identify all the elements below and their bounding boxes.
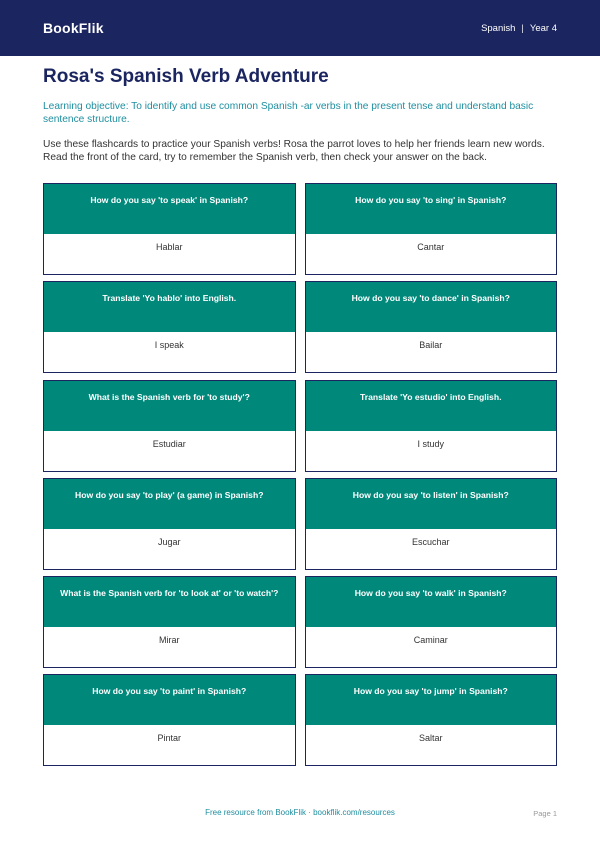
flashcard-back: Cantar bbox=[306, 234, 557, 274]
subject-label: Spanish bbox=[481, 22, 516, 34]
flashcard-front: How do you say 'to sing' in Spanish? bbox=[306, 184, 557, 234]
header-meta bbox=[481, 23, 557, 34]
flashcard-back: Hablar bbox=[44, 234, 295, 274]
flashcard[interactable] bbox=[305, 478, 558, 570]
flashcard-row bbox=[43, 380, 557, 472]
brand-logo[interactable]: BookFlik bbox=[43, 20, 104, 36]
top-header-bar bbox=[0, 0, 600, 56]
intro-text: Use these flashcards to practice your Spanish verbs! Rosa the parrot loves to help her friends learn new words. Read the front of the card, try to remember the Spanish verb, then check your answer on the back. bbox=[43, 139, 545, 163]
flashcard-back: I speak bbox=[44, 332, 295, 372]
page-number: Page 1 bbox=[533, 809, 557, 818]
flashcard[interactable] bbox=[43, 674, 296, 766]
flashcard[interactable] bbox=[305, 674, 558, 766]
flashcard-back: Estudiar bbox=[44, 431, 295, 471]
flashcard-front: What is the Spanish verb for 'to look at' or 'to watch'? bbox=[44, 577, 295, 627]
flashcard-front: How do you say 'to speak' in Spanish? bbox=[44, 184, 295, 234]
flashcard-back: Caminar bbox=[306, 627, 557, 667]
flashcard-front: How do you say 'to walk' in Spanish? bbox=[306, 577, 557, 627]
flashcard-back: Jugar bbox=[44, 529, 295, 569]
flashcard[interactable] bbox=[43, 281, 296, 373]
flashcard-back: Saltar bbox=[306, 725, 557, 765]
page-title: Rosa's Spanish Verb Adventure bbox=[43, 66, 329, 87]
flashcard-row bbox=[43, 183, 557, 275]
flashcard[interactable] bbox=[305, 380, 558, 472]
flashcard-back: Escuchar bbox=[306, 529, 557, 569]
flashcard[interactable] bbox=[305, 183, 558, 275]
flashcard-front: Translate 'Yo estudio' into English. bbox=[306, 381, 557, 431]
flashcard-front: How do you say 'to paint' in Spanish? bbox=[44, 675, 295, 725]
learning-objective: Learning objective: To identify and use common Spanish -ar verbs in the present tense and understand basic sentence structure. bbox=[43, 101, 534, 125]
flashcard-front: How do you say 'to play' (a game) in Spanish? bbox=[44, 479, 295, 529]
year-label: Year 4 bbox=[529, 22, 557, 34]
flashcard-front: What is the Spanish verb for 'to study'? bbox=[44, 381, 295, 431]
footer-link[interactable]: Free resource from BookFlik · bookflik.com/resources bbox=[205, 808, 395, 817]
flashcard[interactable] bbox=[43, 478, 296, 570]
flashcard-grid bbox=[43, 183, 557, 773]
flashcard[interactable] bbox=[305, 576, 558, 668]
flashcard-front: How do you say 'to listen' in Spanish? bbox=[306, 479, 557, 529]
flashcard[interactable] bbox=[43, 183, 296, 275]
flashcard[interactable] bbox=[43, 576, 296, 668]
flashcard-back: Bailar bbox=[306, 332, 557, 372]
flashcard-front: How do you say 'to jump' in Spanish? bbox=[306, 675, 557, 725]
flashcard-row bbox=[43, 674, 557, 766]
flashcard[interactable] bbox=[305, 281, 558, 373]
flashcard-row bbox=[43, 478, 557, 570]
flashcard-row bbox=[43, 576, 557, 668]
flashcard[interactable] bbox=[43, 380, 296, 472]
flashcard-back: I study bbox=[306, 431, 557, 471]
flashcard-front: Translate 'Yo hablo' into English. bbox=[44, 282, 295, 332]
flashcard-row bbox=[43, 281, 557, 373]
flashcard-back: Mirar bbox=[44, 627, 295, 667]
flashcard-back: Pintar bbox=[44, 725, 295, 765]
meta-separator: | bbox=[521, 22, 524, 34]
flashcard-front: How do you say 'to dance' in Spanish? bbox=[306, 282, 557, 332]
